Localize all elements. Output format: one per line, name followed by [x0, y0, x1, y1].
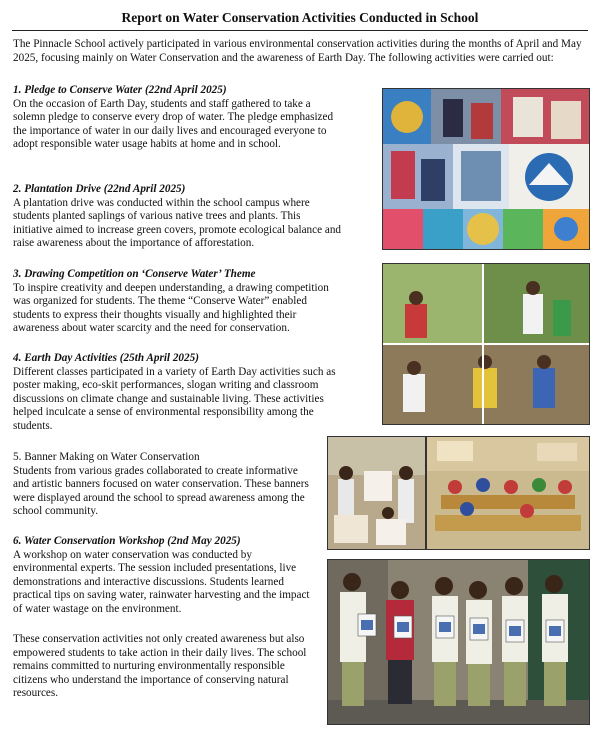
section-body: A workshop on water conservation was conducted by environmental experts. The session included presentations, live demonstrations and interactive discussions. Students learned practical tips on saving water, rainwater harvesting and the impact of water wastage on the environment.: [13, 548, 310, 615]
section-heading: 4. Earth Day Activities (25th April 2025): [13, 352, 199, 364]
section-pledge: [13, 84, 343, 152]
report-title: Report on Water Conservation Activities Conducted in School: [121, 10, 479, 25]
section-heading: 5. Banner Making on Water Conservation: [13, 451, 200, 463]
section-earth-day: [13, 352, 348, 434]
section-heading: 6. Water Conservation Workshop (2nd May 2025): [13, 535, 241, 547]
section-heading: 3. Drawing Competition on ‘Conserve Water’ Theme: [13, 268, 256, 280]
section-drawing: [13, 268, 343, 336]
intro-paragraph: The Pinnacle School actively participated in various environmental conservation activities during the months of April and May 2025, focusing mainly on Water Conservation and the awareness of Earth Day. The following activities were carried out:: [13, 38, 582, 64]
drawing-competition-photo: [382, 88, 590, 250]
workshop-group-photo: [327, 559, 590, 725]
section-heading: 2. Plantation Drive (22nd April 2025): [13, 183, 186, 195]
section-heading: 1. Pledge to Conserve Water (22nd April 2025): [13, 84, 227, 96]
section-body: Different classes participated in a variety of Earth Day activities such as poster making, eco-skit performances, slogan writing and classroom discussions on climate change and sustainable living. These activities helped inculcate a sense of environmental responsibility among the students.: [13, 365, 336, 432]
plantation-drive-photo: [382, 263, 590, 425]
banner-making-photo-left: [327, 436, 426, 550]
section-plantation: [13, 183, 343, 251]
section-body: To inspire creativity and deepen understanding, a drawing competition was organized for students. The theme “Conserve Water” enabled students to express their thoughts visually and highlighted their awareness about water scarcity and the need for conservation.: [13, 281, 329, 335]
section-body: Students from various grades collaborated to create informative and artistic banners focused on water conservation. These banners were displayed around the school to spread awareness among the school community.: [13, 464, 309, 518]
title-underline: [12, 30, 588, 31]
section-body: On the occasion of Earth Day, students and staff gathered to take a solemn pledge to conserve every drop of water. The pledge emphasized the importance of water in our daily lives and encouraged everyone to adopt responsible water usage habits at home and in school.: [13, 97, 334, 151]
section-body: A plantation drive was conducted within the school campus where students planted saplings of various native trees and plants. This initiative aimed to increase green covers, promote ecological balance and raise awareness about the importance of afforestation.: [13, 196, 342, 250]
section-workshop: [13, 535, 313, 617]
conclusion-paragraph: [13, 633, 313, 701]
conclusion-text: These conservation activities not only created awareness but also empowered students to take action in their daily lives. The school remains committed to nurturing environmentally responsible citizens who understand the importance of conserving natural resources.: [13, 633, 307, 700]
banner-making-photo-right: [426, 436, 590, 550]
section-banner: [13, 451, 313, 519]
